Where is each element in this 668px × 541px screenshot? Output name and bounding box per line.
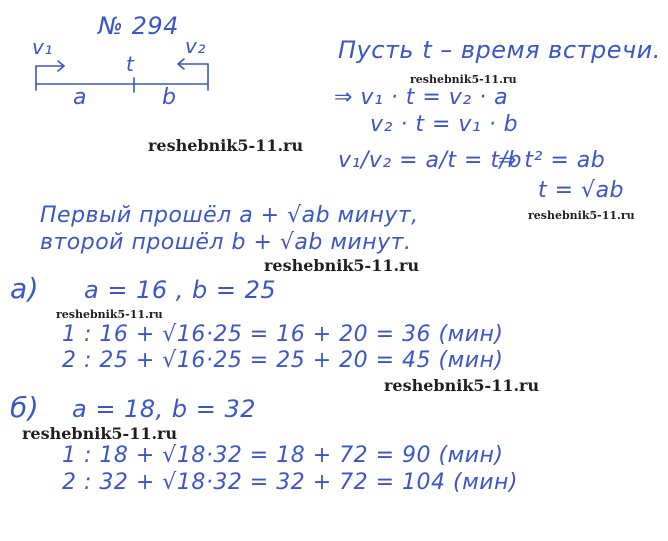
part-b-line-2: 2 : 32 + √18·32 = 32 + 72 = 104 (мин) [62,470,518,495]
equation-2: v₂ · t = v₁ · b [370,112,519,137]
part-a-line-2: 2 : 25 + √16·25 = 25 + 20 = 45 (мин) [62,348,504,373]
watermark: reshebnik5-11.ru [56,308,163,321]
watermark: reshebnik5-11.ru [410,73,517,86]
watermark: reshebnik5-11.ru [22,424,178,443]
part-b-label: б) [10,391,40,424]
a-label: a [73,85,87,110]
watermark: reshebnik5-11.ru [148,136,304,155]
v1-label: v₁ [32,35,53,59]
b-label: b [162,85,177,110]
part-a-line-1: 1 : 16 + √16·25 = 16 + 20 = 36 (мин) [62,322,504,347]
watermark: reshebnik5-11.ru [264,256,420,275]
part-b-values: a = 18, b = 32 [72,395,257,423]
v2-label: v₂ [185,34,206,58]
t-result: t = √ab [538,178,625,203]
problem-number: № 294 [98,12,179,40]
part-a-values: a = 16 , b = 25 [84,276,277,304]
watermark: reshebnik5-11.ru [528,209,635,222]
watermark: reshebnik5-11.ru [384,376,540,395]
arrow-left-v2 [178,59,208,69]
t-label: t [126,52,135,76]
ratio-equation: v₁/v₂ = a/t = t/b [338,148,522,173]
part-b-line-1: 1 : 18 + √18·32 = 18 + 72 = 90 (мин) [62,443,504,468]
conclusion-line-1: Первый прошёл a + √ab минут, [40,203,419,228]
t-squared-equation: ⇒ t² = ab [498,148,606,173]
intro-text: Пусть t – время встречи. [338,36,661,64]
part-a-label: а) [10,272,40,305]
arrow-right-v1 [36,61,64,71]
conclusion-line-2: второй прошёл b + √ab минут. [40,230,412,255]
equation-1: ⇒ v₁ · t = v₂ · a [334,85,509,110]
